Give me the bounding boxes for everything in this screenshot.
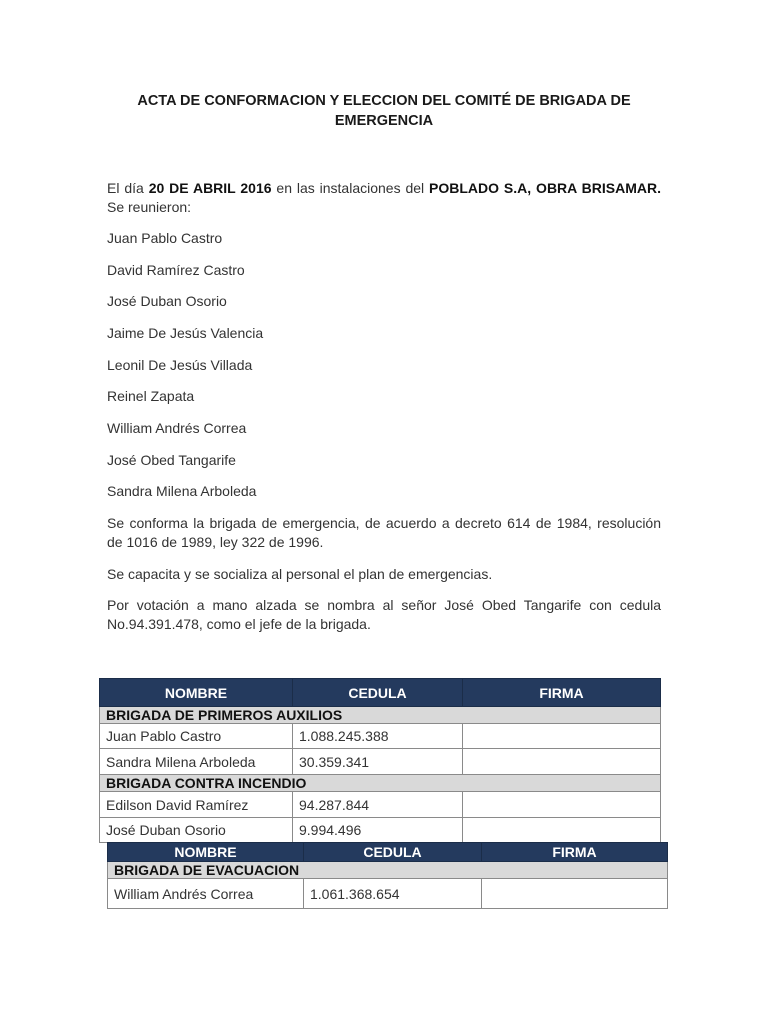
cell-name: Sandra Milena Arboleda	[100, 749, 293, 775]
cell-name: José Duban Osorio	[100, 818, 293, 843]
column-header-cedula: CEDULA	[304, 843, 482, 862]
attendee-item: David Ramírez Castro	[107, 262, 245, 278]
intro-text-2: en las instalaciones del	[271, 180, 430, 196]
brigade-paragraph: Se conforma la brigada de emergencia, de acuerdo a decreto 614 de 1984, resolución de 1016 de 1989, ley 322 de 1996.	[107, 515, 661, 550]
attendee-item: Juan Pablo Castro	[107, 230, 223, 246]
group-evacuation: BRIGADA DE EVACUACION	[108, 862, 668, 879]
table-row	[100, 792, 661, 818]
cell-signature	[463, 749, 661, 775]
group-fire: BRIGADA CONTRA INCENDIO	[100, 775, 661, 792]
cell-id: 1.088.245.388	[293, 724, 463, 749]
cell-id: 9.994.496	[293, 818, 463, 843]
table-row	[108, 879, 668, 909]
attendee-item: José Duban Osorio	[107, 293, 227, 309]
intro-date: 20 DE ABRIL 2016	[148, 180, 272, 196]
group-row	[100, 707, 661, 724]
cell-id: 94.287.844	[293, 792, 463, 818]
intro-place: POBLADO S.A, OBRA BRISAMAR.	[429, 180, 661, 196]
attendee-item: Leonil De Jesús Villada	[107, 357, 253, 373]
column-header-nombre: NOMBRE	[100, 679, 293, 707]
intro-text-1: El día	[107, 180, 149, 196]
attendee-item: Sandra Milena Arboleda	[107, 483, 257, 499]
training-paragraph: Se capacita y se socializa al personal el plan de emergencias.	[107, 566, 493, 582]
brigade-table-2	[107, 842, 668, 909]
cell-name: Edilson David Ramírez	[100, 792, 293, 818]
cell-signature	[463, 818, 661, 843]
column-header-nombre: NOMBRE	[108, 843, 304, 862]
title-line-2: EMERGENCIA	[334, 113, 434, 129]
cell-id: 1.061.368.654	[304, 879, 482, 909]
vote-paragraph: Por votación a mano alzada se nombra al señor José Obed Tangarife con cedula No.94.391.478, como el jefe de la brigada.	[107, 597, 661, 632]
group-row	[100, 775, 661, 792]
cell-signature	[482, 879, 668, 909]
intro-paragraph	[107, 179, 661, 217]
column-header-cedula: CEDULA	[293, 679, 463, 707]
table-header-row	[108, 843, 668, 862]
cell-name: Juan Pablo Castro	[100, 724, 293, 749]
column-header-firma: FIRMA	[482, 843, 668, 862]
document-title	[100, 91, 668, 131]
cell-signature	[463, 792, 661, 818]
brigade-table-1	[99, 678, 661, 843]
cell-id: 30.359.341	[293, 749, 463, 775]
attendee-item: Reinel Zapata	[107, 388, 195, 404]
attendee-item: José Obed Tangarife	[107, 452, 236, 468]
group-row	[108, 862, 668, 879]
cell-name: William Andrés Correa	[108, 879, 304, 909]
intro-text-3: Se reunieron:	[107, 199, 192, 215]
attendee-item: Jaime De Jesús Valencia	[107, 325, 264, 341]
table-row	[100, 724, 661, 749]
table-row	[100, 749, 661, 775]
group-first-aid: BRIGADA DE PRIMEROS AUXILIOS	[100, 707, 661, 724]
table-row	[100, 818, 661, 843]
attendee-item: William Andrés Correa	[107, 420, 247, 436]
column-header-firma: FIRMA	[463, 679, 661, 707]
table-header-row	[100, 679, 661, 707]
cell-signature	[463, 724, 661, 749]
title-line-1: ACTA DE CONFORMACION Y ELECCION DEL COMITÉ DE BRIGADA DE	[137, 93, 631, 109]
